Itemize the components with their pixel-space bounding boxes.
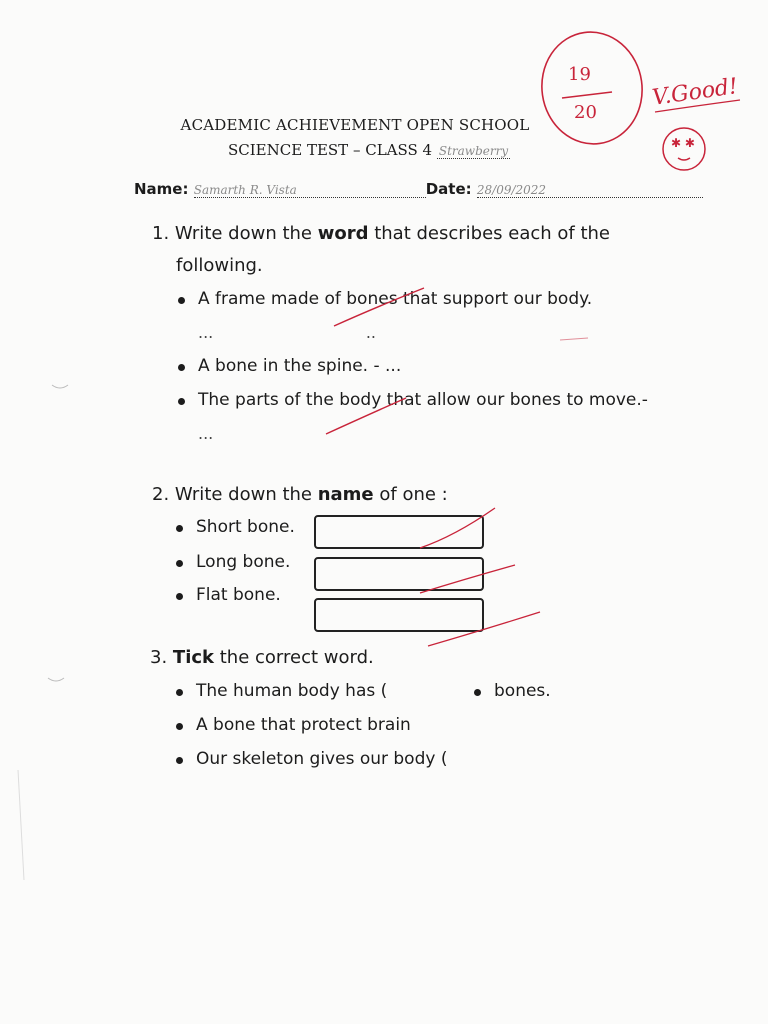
- question-1-suffix: that describes each of the: [368, 223, 610, 244]
- q1-item-3-answer: ...: [198, 424, 214, 443]
- long-bone-answer-box[interactable]: [314, 557, 484, 591]
- score-denominator: 20: [574, 102, 597, 123]
- school-name: ACADEMIC ACHIEVEMENT OPEN SCHOOL: [180, 116, 530, 134]
- question-3-number: 3.: [150, 647, 168, 668]
- question-1-line2: following.: [176, 255, 263, 276]
- name-date-line: [134, 180, 692, 198]
- smiley-face-icon: [663, 128, 705, 170]
- class-handwritten: Strawberry: [438, 144, 509, 158]
- q3-item-1-tail: bones.: [494, 681, 551, 701]
- question-2-number: 2.: [152, 484, 170, 505]
- question-1-keyword: word: [317, 223, 369, 244]
- score-fraction-line: [562, 92, 612, 98]
- q3-item-3: Our skeleton gives our body (: [196, 749, 448, 769]
- test-title-line: [228, 141, 510, 159]
- q3-item-1: The human body has (: [196, 681, 388, 701]
- question-1-number: 1.: [152, 223, 170, 244]
- question-1-prefix: Write down the: [174, 223, 318, 244]
- q2-item-flat-bone: Flat bone.: [196, 585, 281, 605]
- q1-item-1-answer: ... ..: [198, 323, 377, 342]
- test-title: SCIENCE TEST – CLASS 4: [228, 141, 433, 159]
- question-3-keyword: Tick: [172, 647, 215, 668]
- question-2-suffix: of one :: [373, 484, 448, 505]
- date-handwritten: 28/09/2022: [477, 183, 703, 198]
- short-bone-answer-box[interactable]: [314, 515, 484, 549]
- q2-item-short-bone: Short bone.: [196, 517, 295, 537]
- q1-item-3: The parts of the body that allow our bones to move.-: [198, 390, 648, 410]
- q2-item-long-bone: Long bone.: [196, 552, 291, 572]
- question-2: [152, 484, 448, 505]
- question-2-keyword: name: [317, 484, 374, 505]
- q1-item-2: A bone in the spine. - ...: [198, 356, 402, 376]
- date-label: Date:: [425, 180, 472, 198]
- name-label: Name:: [134, 180, 189, 198]
- name-handwritten: Samarth R. Vista: [194, 183, 426, 198]
- question-3-suffix: the correct word.: [214, 647, 374, 668]
- question-3: [150, 647, 374, 668]
- flat-bone-answer-box[interactable]: [314, 598, 484, 632]
- svg-text:✱ ✱: ✱ ✱: [671, 136, 695, 150]
- score-numerator: 19: [568, 64, 591, 85]
- q1-item-1: A frame made of bones that support our body.: [198, 289, 593, 309]
- q3-item-2: A bone that protect brain: [196, 715, 411, 735]
- question-2-prefix: Write down the: [174, 484, 318, 505]
- grading-comment: V.Good!: [650, 74, 740, 111]
- question-1: [152, 223, 610, 244]
